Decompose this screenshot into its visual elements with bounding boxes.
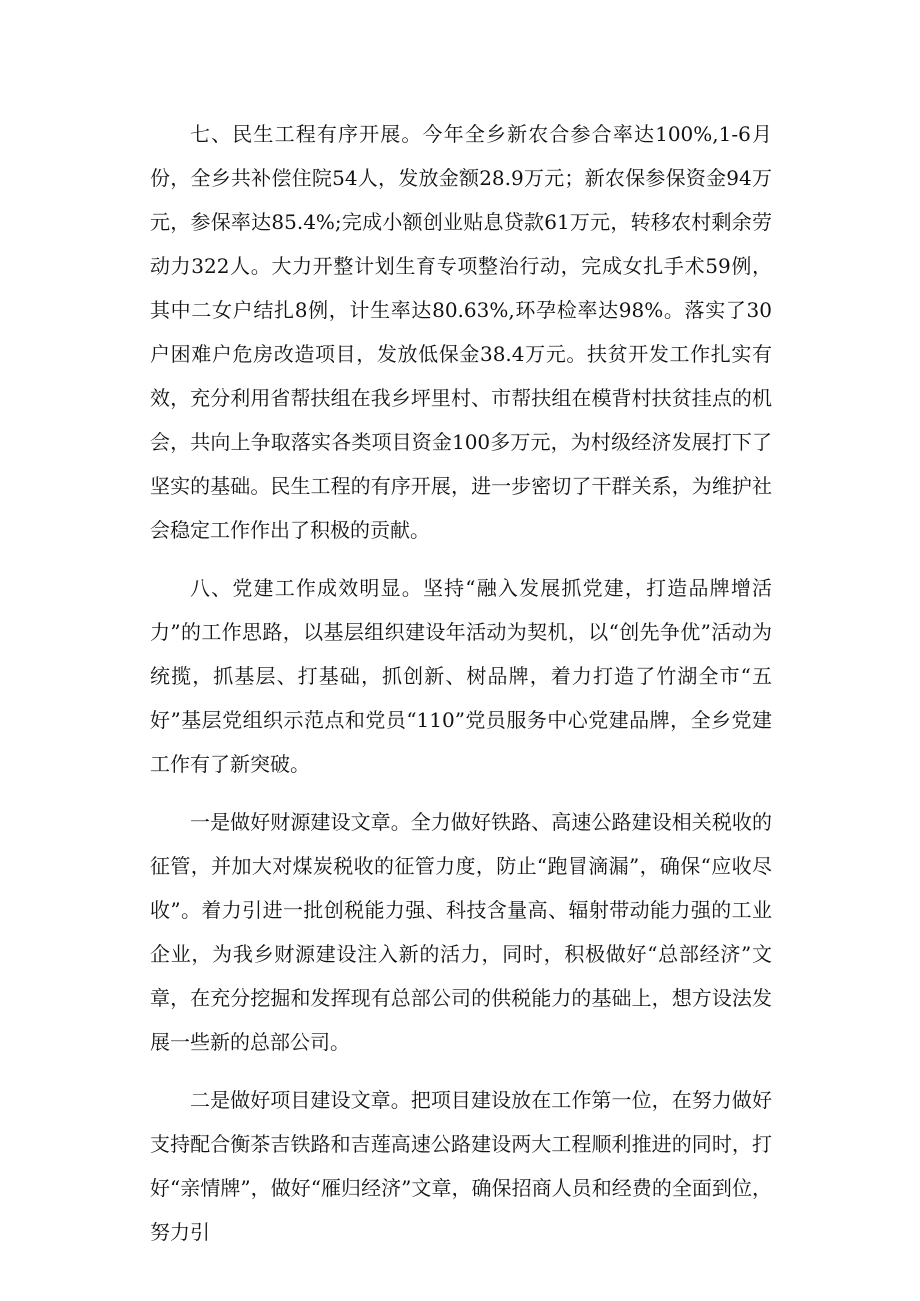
paragraph-party-building: 八、党建工作成效明显。坚持“融入发展抓党建，打造品牌增活力”的工作思路，以基层组织建设年活动为契机，以“创先争优”活动为统揽，抓基层、打基础，抓创新、树品牌，着力打造了竹湖全市“五好”基层党组织示范点和党员“110”党员服务中心党建品牌，全乡党建工作有了新突破。 <box>150 576 772 776</box>
paragraph-projects: 二是做好项目建设文章。把项目建设放在工作第一位，在努力做好支持配合衡茶吉铁路和吉莲高速公路建设两大工程顺利推进的同时，打好“亲情牌”，做好“雁归经济”文章，确保招商人员和经费的全面到位，努力引 <box>150 1088 772 1244</box>
paragraph-revenue: 一是做好财源建设文章。全力做好铁路、高速公路建设相关税收的征管，并加大对煤炭税收的征管力度，防止“跑冒滴漏”，确保“应收尽收”。着力引进一批创税能力强、科技含量高、辐射带动能力强的工业企业，为我乡财源建设注入新的活力，同时，积极做好“总部经济”文章，在充分挖掘和发挥现有总部公司的供税能力的基础上，想方设法发展一些新的总部公司。 <box>150 810 772 1054</box>
document-body <box>150 112 772 1268</box>
paragraph-livelihood: 七、民生工程有序开展。今年全乡新农合参合率达100%,1-6月份，全乡共补偿住院54人，发放金额28.9万元；新农保参保资金94万元，参保率达85.4%;完成小额创业贴息贷款61万元，转移农村剩余劳动力322人。大力开整计划生育专项整治行动，完成女扎手术59例，其中二女户结扎8例，计生率达80.63%,环孕检率达98%。落实了30户困难户危房改造项目，发放低保金38.4万元。扶贫开发工作扎实有效，充分利用省帮扶组在我乡坪里村、市帮扶组在模背村扶贫挂点的机会，共向上争取落实各类项目资金100多万元，为村级经济发展打下了坚实的基础。民生工程的有序开展，进一步密切了干群关系，为维护社会稳定工作作出了积极的贡献。 <box>150 122 772 542</box>
